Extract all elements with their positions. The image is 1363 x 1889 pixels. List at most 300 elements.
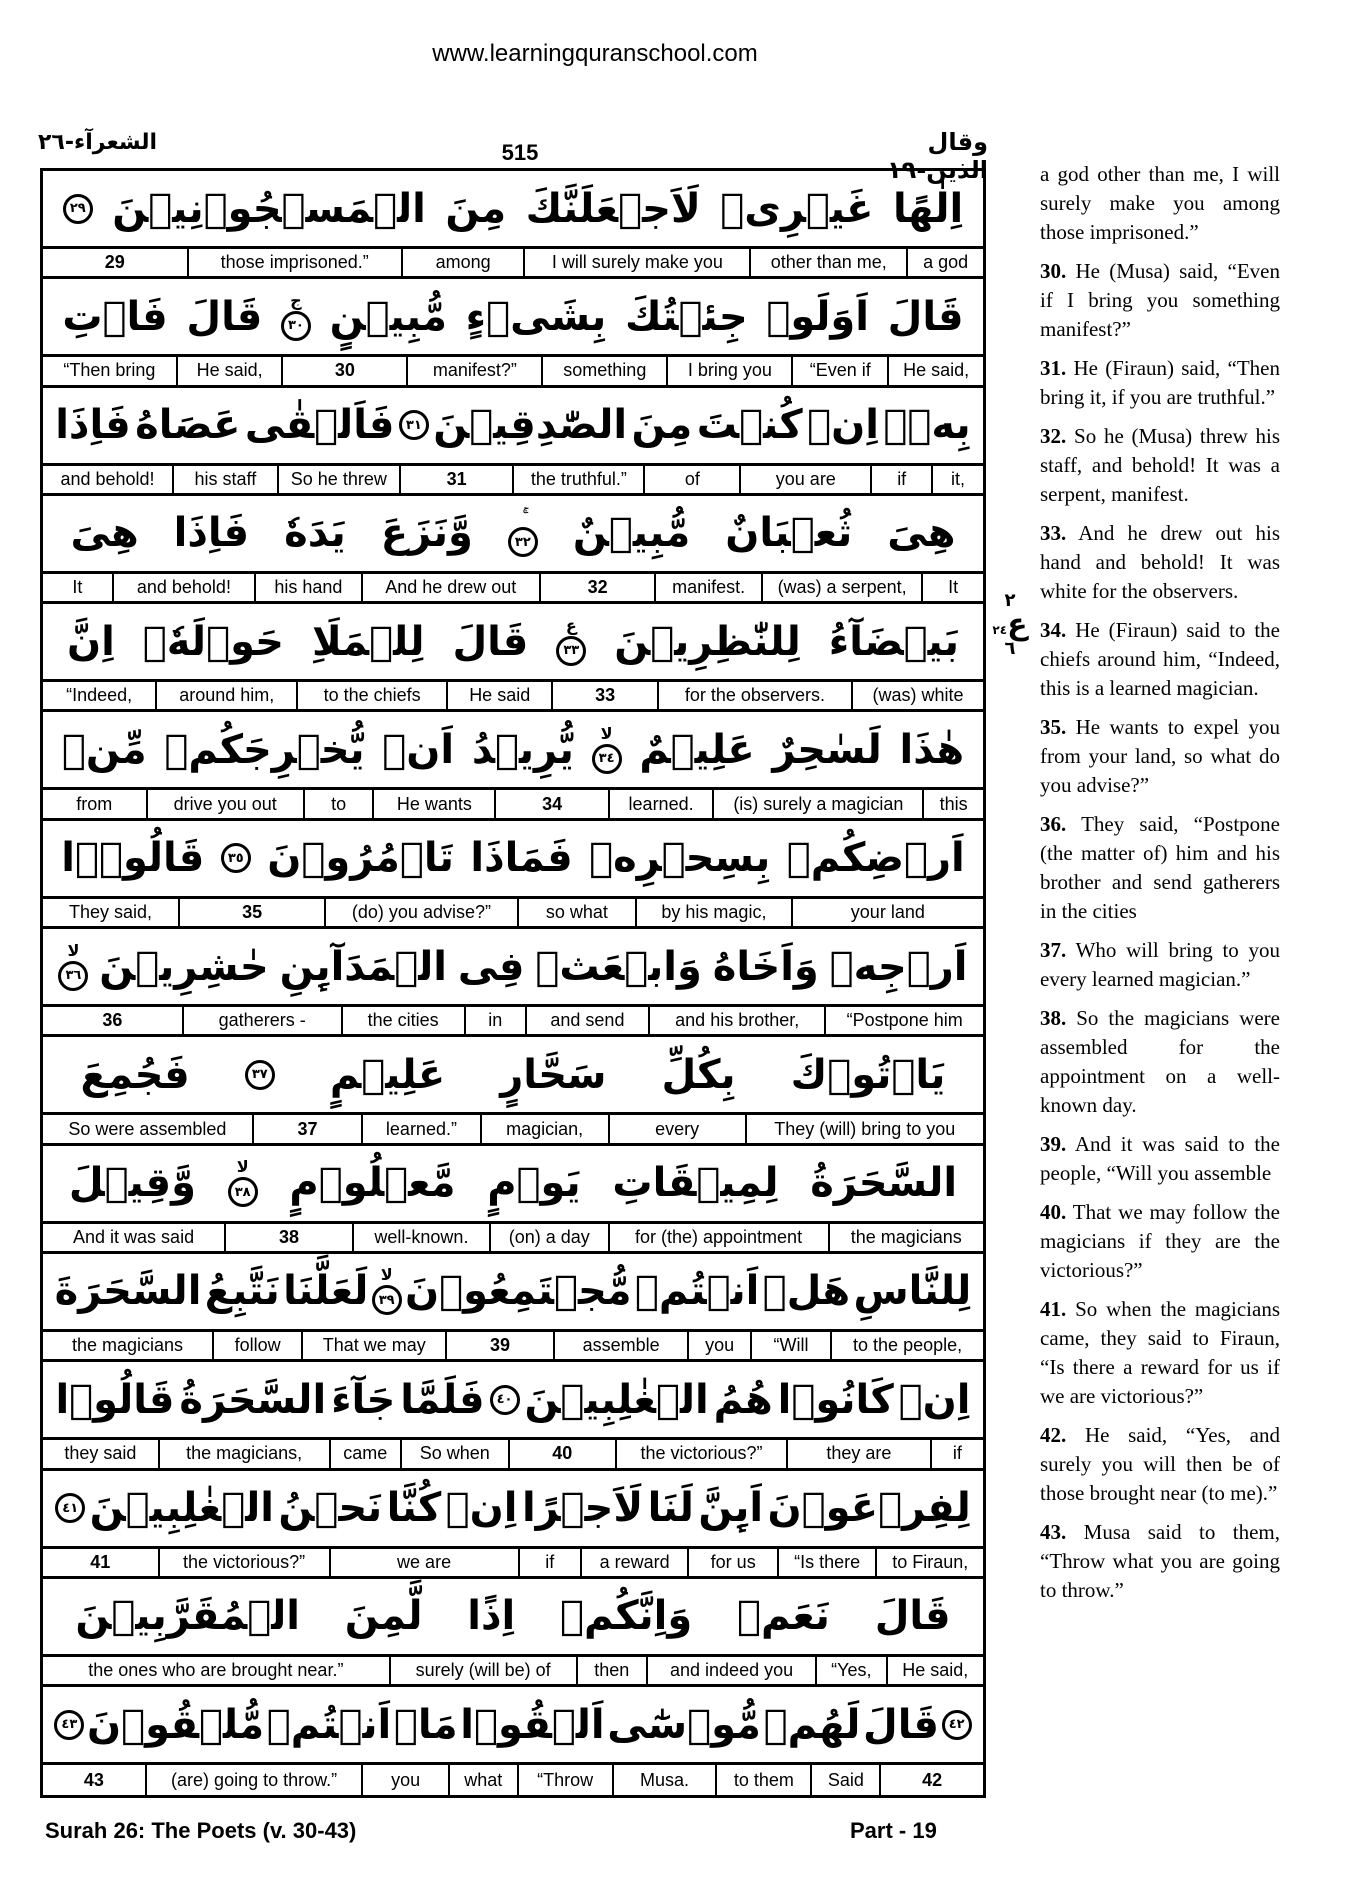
arabic-word: الۡمَسۡجُوۡنِيۡنَ [112, 185, 426, 232]
gloss-row [43, 899, 983, 929]
arabic-word: مَاۤ [393, 1701, 458, 1748]
arabic-word: مُّجۡتَمِعُوۡنَ [405, 1268, 632, 1315]
waqf-stop-sign: لا [67, 940, 80, 960]
verse-number-cell: 42 [879, 1765, 983, 1795]
translation-paragraph [1040, 1198, 1280, 1285]
arabic-word: مَّعۡلُوۡمٍ [289, 1160, 456, 1207]
ayah-number-circle: ٣٤ [592, 744, 622, 774]
ayah-number-circle: ٣٨ [228, 1177, 258, 1207]
arabic-word: الۡغٰلِبِيۡنَ [89, 1485, 274, 1532]
arabic-row [43, 1254, 983, 1332]
gloss-row [43, 1657, 983, 1687]
gloss-cell: if [870, 466, 931, 493]
ayah-end-marker [508, 509, 538, 557]
arabic-row [43, 388, 983, 466]
gloss-cell: his staff [172, 466, 277, 493]
translation-verse-number: 37. [1040, 938, 1067, 962]
translation-text: That we may follow the magicians if they are the victorious?” [1040, 1200, 1281, 1282]
translation-verse-number: 31. [1040, 356, 1067, 380]
gloss-cell: for (the) appointment [608, 1224, 828, 1251]
gloss-cell: in [464, 1007, 525, 1034]
arabic-word: فِى [457, 943, 525, 990]
arabic-word: مِنَ [445, 185, 507, 232]
verse-number-cell: 32 [539, 574, 655, 601]
translation-text: a god other than me, I will surely make you among those imprisoned.” [1040, 162, 1280, 244]
gloss-cell: a god [906, 249, 983, 276]
arabic-word: مُّبِيۡنٍ [329, 293, 447, 340]
arabic-word: قَالَ [863, 1701, 939, 1748]
translation-text: And he drew out his hand and behold! It was white for the observers. [1040, 521, 1281, 603]
translation-paragraph [1040, 257, 1280, 344]
verse-number-cell: 36 [102, 1010, 123, 1031]
arabic-word: اَنۡ [382, 726, 455, 773]
gloss-cell: “Yes, [815, 1657, 886, 1684]
gloss-cell: learned. [608, 790, 713, 817]
arabic-word: فَمَاذَا [470, 835, 573, 882]
arabic-row [43, 604, 983, 682]
verse-block [43, 604, 983, 712]
arabic-word: فَجُمِعَ [80, 1051, 190, 1098]
verse-block [43, 1687, 983, 1795]
arabic-word: فَاِذَا [55, 402, 131, 449]
arabic-row [43, 1471, 983, 1549]
verse-block [43, 388, 983, 496]
arabic-word: كَانُوۡا [777, 1376, 894, 1423]
translation-paragraph [1040, 1518, 1280, 1605]
arabic-word: الۡمَدَآٮِٕنِ [279, 943, 447, 990]
arabic-word: هِىَ [887, 510, 956, 557]
verse-number-cell: 39 [445, 1332, 553, 1359]
ayah-number-circle: ٣٦ [58, 961, 88, 991]
arabic-word: حَوۡلَهٗۤ [142, 618, 284, 665]
gloss-cell: So when [400, 1440, 508, 1467]
gloss-cell: assemble [553, 1332, 688, 1359]
gloss-cell: the victorious?” [158, 1549, 329, 1576]
arabic-row [43, 496, 983, 574]
gloss-cell: magician, [480, 1115, 608, 1142]
arabic-word: عَلِيۡمٌ [639, 726, 755, 773]
gloss-cell: He wants [372, 790, 494, 817]
ayah-number-circle: ٤٢ [942, 1710, 972, 1740]
gloss-cell: we are [329, 1549, 518, 1576]
gloss-cell: So were assembled [68, 1118, 227, 1139]
arabic-word: جَآءَ [331, 1376, 396, 1423]
gloss-cell: “Then bring [63, 360, 156, 381]
translation-text: He said, “Yes, and surely you will then be of those brought near (to me).” [1040, 1423, 1281, 1505]
arabic-word: اَنۡتُمۡ [634, 1268, 760, 1315]
ayah-number-circle: ٢٩ [63, 194, 93, 224]
gloss-cell: It [921, 574, 983, 601]
gloss-cell: (is) surely a magician [712, 790, 922, 817]
translation-text: He (Firaun) said, “Then bring it, if you are truthful.” [1040, 356, 1280, 409]
gloss-cell: every [608, 1115, 745, 1142]
translation-paragraph [1040, 519, 1280, 606]
ayah-end-marker [58, 940, 88, 991]
translation-verse-number: 41. [1040, 1297, 1067, 1321]
arabic-word: لَاَجۡعَلَنَّكَ [525, 185, 701, 232]
arabic-word: فَلَمَّا [400, 1376, 485, 1423]
translation-column [1040, 160, 1280, 1615]
translation-verse-number: 43. [1040, 1520, 1067, 1544]
gloss-cell: “Even if [791, 357, 887, 384]
arabic-word: قَالَ [874, 1593, 951, 1640]
verse-number-cell: 43 [83, 1769, 104, 1790]
arabic-word: اَنۡتُمۡ [266, 1701, 392, 1748]
arabic-word: فَاۡتِ [62, 293, 168, 340]
ruku-marker-number: ٢٤ [992, 623, 1008, 637]
verse-block [43, 1471, 983, 1579]
gloss-row [43, 1332, 983, 1362]
surah-label-arabic: الشعرآء-٢٦ [38, 130, 158, 155]
translation-text: He wants to expel you from your land, so what do you advise?” [1040, 715, 1280, 797]
arabic-word: وَّقِيۡلَ [68, 1160, 196, 1207]
ruku-marker [990, 592, 1030, 658]
verse-block [43, 712, 983, 820]
arabic-word: قَالَ [887, 293, 964, 340]
gloss-cell: manifest. [654, 574, 761, 601]
arabic-word: لِمِيۡقَاتِ [612, 1160, 779, 1207]
arabic-word: يَدَهٗ [284, 510, 346, 557]
arabic-word: اِذًا [467, 1593, 516, 1640]
gloss-cell: among [401, 249, 524, 276]
arabic-word: بِشَىۡءٍ [465, 293, 607, 340]
juz-label-arabic: وقال الذين-١٩ [887, 128, 988, 184]
gloss-cell: and indeed you [646, 1657, 815, 1684]
ayah-number-circle: ٣٧ [245, 1060, 275, 1090]
translation-paragraph [1040, 354, 1280, 412]
arabic-word: لِلنّٰظِرِيۡنَ [614, 618, 801, 665]
gloss-cell: to the people, [830, 1332, 983, 1359]
verse-number-cell: 41 [90, 1551, 111, 1572]
arabic-word: وَّنَزَعَ [380, 510, 473, 557]
gloss-cell: drive you out [146, 790, 303, 817]
translation-text: So the magicians were assembled for the appointment on a well-known day. [1040, 1006, 1280, 1117]
verse-number-cell: 37 [252, 1115, 361, 1142]
ayah-number-circle: ٣١ [399, 410, 429, 440]
verse-block [43, 1037, 983, 1145]
gloss-cell: you are [739, 466, 870, 493]
ayah-number-circle: ٣٢ [508, 527, 538, 557]
arabic-word: مِنَ [631, 402, 693, 449]
verse-number-cell: 33 [551, 682, 656, 709]
verse-block [43, 1362, 983, 1470]
gloss-cell: manifest?” [406, 357, 541, 384]
arabic-word: حٰشِرِيۡنَ [99, 943, 269, 990]
arabic-row [43, 1146, 983, 1224]
gloss-cell: (was) white [851, 682, 983, 709]
arabic-row [43, 1037, 983, 1115]
arabic-word: عَصَاهُ [135, 402, 241, 449]
word-by-word-table [40, 168, 986, 1798]
translation-paragraph [1040, 936, 1280, 994]
arabic-word: فَاِذَا [173, 510, 250, 557]
translation-text: Musa said to them, “Throw what you are going to throw.” [1040, 1520, 1280, 1602]
ayah-number-circle: ٣٠ [281, 311, 311, 341]
gloss-cell: surely (will be) of [389, 1657, 576, 1684]
verse-block [43, 821, 983, 929]
arabic-word: اَرۡجِهۡ [829, 943, 968, 990]
gloss-row [43, 357, 983, 387]
gloss-row [43, 790, 983, 820]
footer-part: Part - 19 [850, 1818, 937, 1843]
arabic-word: لَنَا [647, 1485, 694, 1532]
gloss-cell: the magicians [828, 1224, 983, 1251]
arabic-word: اَرۡضِكُمۡ [786, 835, 965, 882]
gloss-cell: “Throw [517, 1765, 612, 1795]
verse-number-cell: 38 [224, 1224, 352, 1251]
ayah-end-marker [245, 1060, 275, 1090]
verse-number-cell: 35 [178, 899, 324, 926]
gloss-cell: “Is there [777, 1549, 876, 1576]
gloss-cell: they are [786, 1440, 930, 1467]
gloss-cell: to Firaun, [875, 1549, 983, 1576]
gloss-cell: They (will) bring to you [745, 1115, 983, 1142]
arabic-word: السَّحَرَةُ [179, 1376, 327, 1423]
gloss-cell: (do) you advise?” [324, 899, 516, 926]
arabic-word: بِهٖۤ [883, 402, 971, 449]
ayah-end-marker [556, 615, 586, 666]
waqf-stop-sign: لا [600, 723, 613, 743]
translation-verse-number: 33. [1040, 521, 1067, 545]
arabic-word: فَاَلۡقٰى [244, 402, 395, 449]
gloss-row [43, 682, 983, 712]
ayah-end-marker [63, 194, 93, 224]
translation-verse-number: 39. [1040, 1132, 1067, 1156]
ruku-marker-top: ٢ [1004, 590, 1016, 611]
arabic-row [43, 1579, 983, 1657]
arabic-word: هَلۡ [762, 1268, 851, 1315]
translation-text: They said, “Postpone (the matter of) him and his brother and send gatherers in the cities [1040, 812, 1280, 923]
ayah-end-marker [372, 1267, 402, 1315]
translation-paragraph [1040, 1421, 1280, 1508]
translation-verse-number: 35. [1040, 715, 1067, 739]
arabic-word: الصّٰدِقِيۡنَ [433, 402, 628, 449]
arabic-word: يَاۡتُوۡكَ [790, 1051, 946, 1098]
page-number: 515 [501, 140, 539, 165]
arabic-word: اَوَلَوۡ [766, 293, 869, 340]
gloss-row [43, 466, 983, 496]
arabic-word: كُنۡتَ [696, 402, 803, 449]
gloss-cell: and his brother, [648, 1007, 824, 1034]
arabic-word: كُنَّا [386, 1485, 442, 1532]
arabic-word: ثُعۡبَانٌ [725, 510, 853, 557]
arabic-word: بِسِحۡرِهٖ [589, 835, 771, 882]
gloss-cell: from [76, 793, 113, 814]
gloss-cell: Said [810, 1765, 879, 1795]
gloss-cell: then [576, 1657, 647, 1684]
ayah-number-circle: ٣٩ [372, 1285, 402, 1315]
gloss-cell: I will surely make you [523, 249, 749, 276]
gloss-cell: well-known. [352, 1224, 489, 1251]
ayah-end-marker [54, 1710, 84, 1740]
gloss-cell: your land [791, 899, 983, 926]
arabic-word: لَاَجۡرًا [521, 1485, 644, 1532]
ayah-end-marker [228, 1159, 258, 1207]
gloss-cell: the cities [341, 1007, 464, 1034]
gloss-row [43, 574, 983, 604]
gloss-row [43, 1765, 983, 1795]
verse-block [43, 496, 983, 604]
gloss-cell: if [518, 1549, 580, 1576]
verse-number-cell: 31 [399, 466, 512, 493]
gloss-cell: and behold! [60, 468, 155, 489]
translation-text: And it was said to the people, “Will you assemble [1040, 1132, 1280, 1185]
arabic-word: سَحَّارٍ [500, 1051, 607, 1098]
arabic-word: الۡغٰلِبِيۡنَ [524, 1376, 709, 1423]
arabic-word: يَوۡمٍ [487, 1160, 581, 1207]
ayah-end-marker [281, 290, 311, 341]
translation-paragraph [1040, 160, 1280, 247]
gloss-cell: and send [525, 1007, 648, 1034]
gloss-cell: so what [517, 899, 636, 926]
verse-block [43, 1579, 983, 1687]
arabic-word: اِنۡ [807, 402, 879, 449]
gloss-cell: I bring you [666, 357, 791, 384]
gloss-cell: those imprisoned.” [187, 249, 401, 276]
gloss-row [43, 249, 983, 279]
arabic-row [43, 929, 983, 1007]
ayah-number-circle: ٣٣ [556, 636, 586, 666]
arabic-word: هٰذَا [899, 726, 965, 773]
arabic-word: نَحۡنُ [278, 1485, 383, 1532]
translation-verse-number: 42. [1040, 1423, 1067, 1447]
arabic-word: لِلنَّاسِ [853, 1268, 972, 1315]
gloss-cell: learned.” [361, 1115, 480, 1142]
arabic-word: وَاِنَّكُمۡ [560, 1593, 693, 1640]
arabic-word: اَلۡقُوۡا [460, 1701, 605, 1748]
gloss-cell: for us [687, 1549, 776, 1576]
arabic-word: مُّوۡسٰٓى [607, 1701, 761, 1748]
arabic-word: مُّبِيۡنٌ [572, 510, 691, 557]
gloss-cell: around him, [155, 682, 296, 709]
arabic-row [43, 171, 983, 249]
gloss-cell: the magicians [71, 1335, 183, 1356]
arabic-word: اِنَّ [66, 618, 115, 665]
arabic-word: عَلِيۡمٍ [329, 1051, 446, 1098]
waqf-stop-sign: لا [236, 1157, 249, 1177]
ruku-marker-ain [990, 607, 1030, 642]
ayah-end-marker [942, 1710, 972, 1740]
arabic-word: لَسٰحِرٌ [772, 726, 882, 773]
arabic-word: بِكُلِّ [661, 1051, 736, 1098]
arabic-word: يُّخۡرِجَكُمۡ [164, 726, 365, 773]
gloss-cell: “Will [750, 1332, 830, 1359]
arabic-word: جِئۡتُكَ [624, 293, 748, 340]
gloss-cell: to [303, 790, 372, 817]
gloss-cell: (on) a day [489, 1224, 608, 1251]
gloss-cell: you [687, 1332, 749, 1359]
translation-text: So he (Musa) threw his staff, and behold! It was a serpent, manifest. [1040, 424, 1281, 506]
ayah-number-circle: ٤٣ [54, 1710, 84, 1740]
gloss-cell: And he drew out [361, 574, 539, 601]
verse-number-cell: 34 [494, 790, 607, 817]
translation-text: He (Musa) said, “Even if I bring you something manifest?” [1040, 259, 1280, 341]
gloss-row [43, 1224, 983, 1254]
translation-verse-number: 38. [1040, 1006, 1067, 1030]
gloss-cell: “Indeed, [66, 685, 133, 706]
verse-block [43, 929, 983, 1037]
translation-text: So when the magicians came, they said to Firaun, “Is there a reward for us if we are victorious?” [1040, 1297, 1280, 1408]
arabic-word: لِفِرۡعَوۡنَ [767, 1485, 971, 1532]
gloss-cell: They said, [68, 901, 153, 922]
arabic-row [43, 1687, 983, 1765]
ayah-number-circle: ٣٥ [221, 843, 251, 873]
arabic-word: هُمُ [713, 1376, 773, 1423]
verse-number-cell: 40 [508, 1440, 616, 1467]
gloss-row [43, 1007, 983, 1037]
gloss-cell: And it was said [73, 1226, 195, 1247]
arabic-word: السَّحَرَةَ [54, 1268, 202, 1315]
arabic-word: اِلٰهًا [893, 185, 964, 232]
gloss-cell: the magicians, [158, 1440, 329, 1467]
translation-verse-number: 36. [1040, 812, 1067, 836]
arabic-word: الۡمُقَرَّبِيۡنَ [75, 1593, 300, 1640]
translation-paragraph [1040, 810, 1280, 926]
translation-paragraph [1040, 1004, 1280, 1120]
verse-block [43, 1146, 983, 1254]
footer-surah-title: Surah 26: The Poets (v. 30-43) [45, 1818, 357, 1843]
translation-paragraph [1040, 713, 1280, 800]
gloss-cell: “Postpone him [824, 1007, 983, 1034]
arabic-word: لَهُمۡ [763, 1701, 861, 1748]
ayah-end-marker [592, 723, 622, 774]
arabic-row [43, 1362, 983, 1440]
arabic-word: اِنۡ [898, 1376, 971, 1423]
translation-paragraph [1040, 422, 1280, 509]
arabic-word: تَاۡمُرُوۡنَ [267, 835, 454, 882]
arabic-word: لِلۡمَلَاِ [311, 618, 425, 665]
gloss-cell: That we may [301, 1332, 445, 1359]
translation-verse-number: 32. [1040, 424, 1067, 448]
waqf-stop-sign: ع [565, 615, 577, 635]
gloss-cell: (are) going to throw.” [145, 1765, 362, 1795]
arabic-word: لَّمِنَ [344, 1593, 423, 1640]
gloss-cell: this [922, 790, 983, 817]
gloss-cell: follow [212, 1332, 301, 1359]
verse-block [43, 1254, 983, 1362]
verse-number-cell: 30 [281, 357, 406, 384]
translation-verse-number: 40. [1040, 1200, 1067, 1224]
arabic-word: نَعَمۡ [736, 1593, 830, 1640]
gloss-cell: He said, [887, 357, 983, 384]
arabic-word: مُّلۡقُوۡنَ [86, 1701, 265, 1748]
arabic-word: وَابۡعَثۡ [535, 943, 702, 990]
ayah-end-marker [399, 410, 429, 440]
arabic-row [43, 821, 983, 899]
gloss-cell: and behold! [112, 574, 254, 601]
verse-block [43, 171, 983, 279]
gloss-cell: it, [931, 466, 983, 493]
gloss-row [43, 1549, 983, 1579]
arabic-word: اَٮِٕنَّ [698, 1485, 764, 1532]
ayah-number-circle: ٤٠ [490, 1385, 520, 1415]
gloss-cell: you [361, 1765, 447, 1795]
arabic-word: لَعَلَّنَا [283, 1268, 369, 1315]
gloss-cell: So he threw [277, 466, 399, 493]
arabic-word: بَيۡضَآءُ [828, 618, 959, 665]
waqf-stop-sign: ج [290, 290, 302, 310]
gloss-cell: He said, [886, 1657, 983, 1684]
gloss-cell: came [329, 1440, 400, 1467]
gloss-cell: It [72, 577, 83, 598]
arabic-word: قَالُوۡا [55, 1376, 175, 1423]
waqf-stop-sign: لا [380, 1265, 393, 1285]
arabic-word: السَّحَرَةُ [810, 1160, 958, 1207]
arabic-row [43, 712, 983, 790]
arabic-word: اِنۡ [445, 1485, 518, 1532]
translation-paragraph [1040, 1295, 1280, 1411]
gloss-cell: to the chiefs [296, 682, 446, 709]
